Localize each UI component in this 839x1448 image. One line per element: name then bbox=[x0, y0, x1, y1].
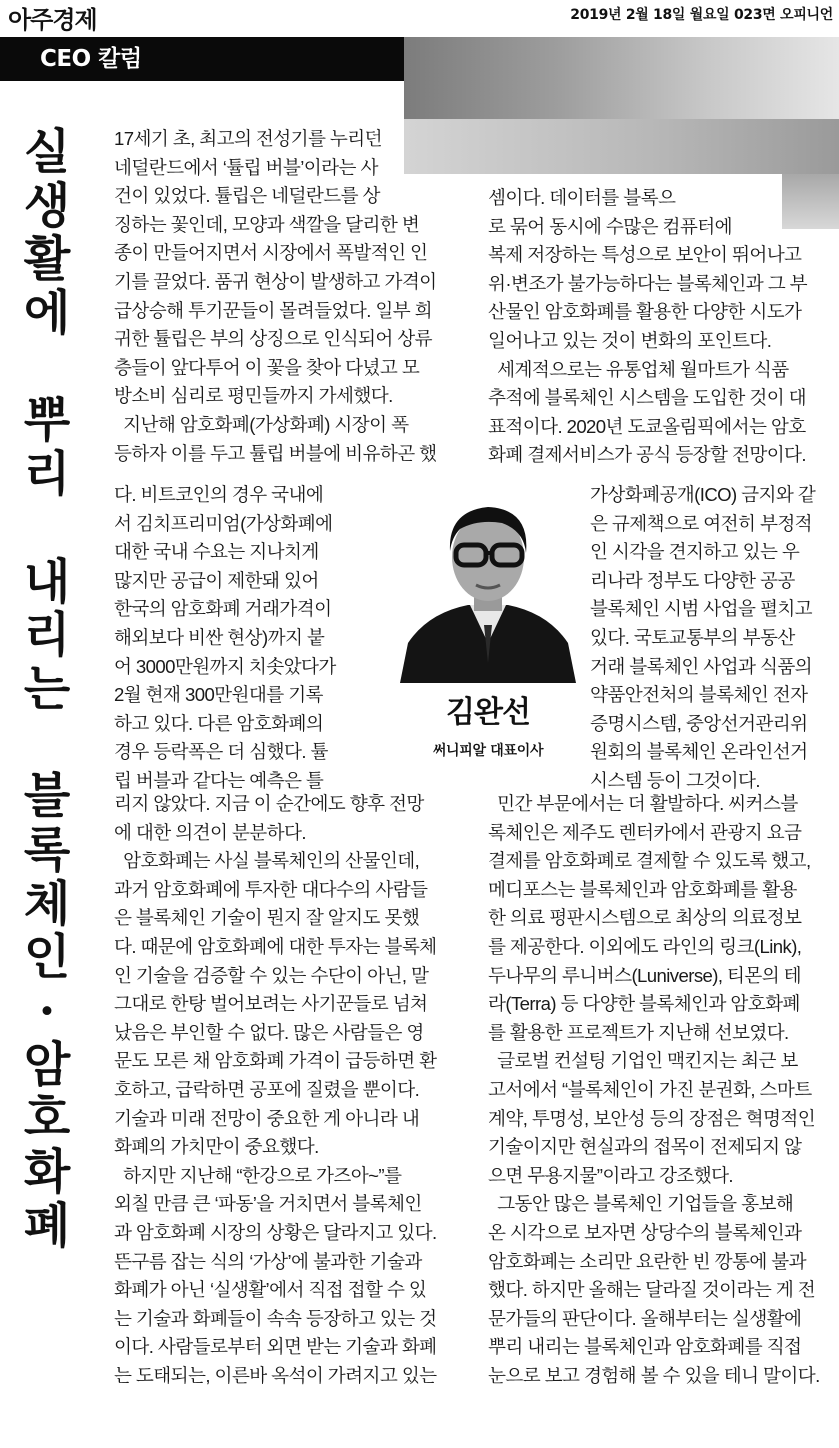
article-line: 로 묶어 동시에 수많은 컴퓨터에 bbox=[488, 215, 732, 237]
article-line: 가상화폐공개(ICO) 금지와 같 bbox=[590, 484, 816, 505]
article-line: 거래 블록체인 사업과 식품의 bbox=[590, 655, 813, 677]
article-line: 눈으로 보고 경험해 볼 수 있을 테니 말이다. bbox=[488, 1364, 820, 1386]
article-line: 복제 저장하는 특성으로 보안이 뛰어나고 bbox=[488, 244, 802, 266]
headline-char: 에 bbox=[23, 285, 71, 342]
article-line: 한국의 암호화폐 거래가격이 bbox=[114, 598, 332, 620]
article-line: 화폐의 가치만이 중요했다. bbox=[114, 1136, 319, 1158]
article-line: 은 규제책으로 여전히 부정적 bbox=[590, 512, 813, 534]
headline-char: 블 bbox=[23, 768, 71, 825]
article-line: 고서에서 “블록체인이 가진 분권화, 스마트 bbox=[488, 1078, 812, 1100]
scan-shadow bbox=[404, 37, 839, 119]
article-line: 지난해 암호화폐(가상화폐) 시장이 폭 bbox=[114, 413, 409, 435]
article-line: 방소비 심리로 평민들까지 가세했다. bbox=[114, 385, 393, 407]
article-line: 문도 모른 채 암호화폐 가격이 급등하면 환 bbox=[114, 1050, 437, 1072]
newspaper-masthead: 아주경제 bbox=[8, 5, 97, 34]
article-line: 해외보다 비싼 현상)까지 붙 bbox=[114, 626, 325, 648]
headline-char: 리 bbox=[23, 607, 71, 664]
article-line: 다. 비트코인의 경우 국내에 bbox=[114, 484, 324, 505]
article-line: 결제를 암호화폐로 결제할 수 있도록 했고, bbox=[488, 850, 811, 872]
headline-char: 체 bbox=[23, 875, 71, 932]
article-line: 세계적으로는 유통업체 월마트가 식품 bbox=[488, 358, 789, 380]
article-line: 에 대한 의견이 분분하다. bbox=[114, 821, 306, 843]
author-name: 김완선 bbox=[446, 695, 530, 730]
author-portrait-image bbox=[398, 493, 578, 683]
article-line: 급상승해 투기꾼들이 몰려들었다. 일부 희 bbox=[114, 299, 432, 321]
article-line: 은 블록체인 기술이 뭔지 잘 알지도 못했 bbox=[114, 907, 420, 929]
vertical-headline bbox=[12, 126, 82, 1253]
article-line: 한 의료 평판시스템으로 최상의 의료정보 bbox=[488, 907, 802, 929]
headline-char: 록 bbox=[23, 821, 71, 878]
article-line: 블록체인 시범 사업을 펼치고 bbox=[590, 598, 813, 620]
article-line: 호하고, 급락하면 공포에 질렸을 뿐이다. bbox=[114, 1078, 420, 1100]
article-line: 라(Terra) 등 다양한 블록체인과 암호화폐 bbox=[488, 993, 800, 1015]
article-line: 그동안 많은 블록체인 기업들을 홍보해 bbox=[488, 1193, 794, 1215]
headline-char: 뿌 bbox=[23, 392, 71, 449]
article-line: 글로벌 컨설팅 기업인 맥킨지는 최근 보 bbox=[488, 1050, 798, 1072]
article-column bbox=[114, 481, 336, 796]
headline-char: 폐 bbox=[23, 1197, 71, 1254]
article-column bbox=[590, 481, 815, 796]
article-line: 표적이다. 2020년 도쿄올림픽에서는 암호 bbox=[488, 415, 806, 437]
article-line: 했다. 하지만 올해는 달라질 것이라는 게 전 bbox=[488, 1279, 816, 1301]
article-line: 립 버블과 같다는 예측은 틀 bbox=[114, 769, 324, 791]
article-line: 리나라 정부도 다양한 공공 bbox=[590, 569, 795, 591]
article-line: 건이 있었다. 튤립은 네덜란드를 상 bbox=[114, 185, 380, 207]
article-line: 원회의 블록체인 온라인선거 bbox=[590, 741, 808, 763]
article-line: 암호화폐는 사실 블록체인의 산물인데, bbox=[114, 850, 420, 872]
article-line: 났음은 부인할 수 없다. 많은 사람들은 영 bbox=[114, 1021, 424, 1043]
article-line: 민간 부문에서는 더 활발하다. 씨커스블 bbox=[488, 793, 798, 814]
headline-char: · bbox=[38, 983, 56, 1039]
article-line: 과 암호화폐 시장의 상황은 달라지고 있다. bbox=[114, 1221, 437, 1243]
article-line: 산물인 암호화폐를 활용한 다양한 시도가 bbox=[488, 301, 802, 323]
article-line: 다. 때문에 암호화폐에 대한 투자는 블록체 bbox=[114, 935, 437, 957]
headline-char: 는 bbox=[23, 660, 71, 717]
article-line: 종이 만들어지면서 시장에서 폭발적인 인 bbox=[114, 242, 428, 264]
author-photo bbox=[398, 493, 578, 683]
article-line: 를 제공한다. 이외에도 라인의 링크(Link), bbox=[488, 935, 802, 957]
article-line: 등하자 이를 두고 튤립 버블에 비유하곤 했 bbox=[114, 442, 437, 464]
article-line: 는 도태되는, 이른바 옥석이 가려지고 있는 bbox=[114, 1364, 437, 1386]
article-line: 네덜란드에서 ‘튤립 버블’이라는 사 bbox=[114, 156, 378, 178]
article-line: 징하는 꽃인데, 모양과 색깔을 달리한 변 bbox=[114, 213, 420, 235]
headline-char: 인 bbox=[23, 929, 71, 986]
scan-shadow bbox=[404, 119, 839, 174]
article-line: 뜬구름 잡는 식의 ‘가상’에 불과한 기술과 bbox=[114, 1250, 422, 1272]
article-line: 일어나고 있는 것이 변화의 포인트다. bbox=[488, 329, 772, 351]
article-line: 경우 등락폭은 더 심했다. 튤 bbox=[114, 741, 328, 763]
headline-char: 암 bbox=[23, 1036, 71, 1093]
article-line: 문가들의 판단이다. 올해부터는 실생활에 bbox=[488, 1307, 802, 1329]
headline-char: 호 bbox=[23, 1090, 71, 1147]
article-line: 메디포스는 블록체인과 암호화폐를 활용 bbox=[488, 878, 797, 900]
article-line: 기를 끌었다. 품귀 현상이 발생하고 가격이 bbox=[114, 270, 437, 292]
article-line: 하고 있다. 다른 암호화폐의 bbox=[114, 712, 324, 734]
article-line: 많지만 공급이 제한돼 있어 bbox=[114, 569, 319, 591]
article-line: 이다. 사람들로부터 외면 받는 기술과 화폐 bbox=[114, 1336, 437, 1358]
article-line: 온 시각으로 보자면 상당수의 블록체인과 bbox=[488, 1221, 802, 1243]
article-line: 인 시각을 견지하고 있는 우 bbox=[590, 541, 800, 563]
headline-char: 활 bbox=[23, 231, 71, 288]
headline-char: 리 bbox=[23, 446, 71, 503]
author-title: 써니피알 대표이사 bbox=[432, 743, 544, 759]
article-line: 그대로 한탕 벌어보려는 사기꾼들로 넘쳐 bbox=[114, 993, 428, 1015]
dateline: 2019년 2월 18일 월요일 023면 오피니언 bbox=[570, 7, 833, 23]
article-column bbox=[488, 790, 820, 1390]
article-line: 는 기술과 화폐들이 속속 등장하고 있는 것 bbox=[114, 1307, 437, 1329]
article-line: 귀한 튤립은 부의 상징으로 인식되어 상류 bbox=[114, 328, 432, 350]
article-line: 뿌리 내리는 블록체인과 암호화폐를 직접 bbox=[488, 1336, 802, 1358]
article-line: 어 3000만원까지 치솟았다가 bbox=[114, 655, 336, 677]
headline-char: 화 bbox=[23, 1144, 71, 1201]
article-column bbox=[488, 184, 807, 470]
article-line: 서 김치프리미엄(가상화폐에 bbox=[114, 512, 333, 534]
article-line: 약품안전처의 블록체인 전자 bbox=[590, 684, 808, 706]
article-line: 으면 무용지물”이라고 강조했다. bbox=[488, 1164, 733, 1186]
article-column bbox=[114, 125, 437, 468]
headline-char: 내 bbox=[23, 553, 71, 610]
section-title: CEO 칼럼 bbox=[40, 46, 142, 72]
article-line: 두나무의 루니버스(Luniverse), 티몬의 테 bbox=[488, 964, 802, 986]
article-line: 외칠 만큼 큰 ‘파동’을 거치면서 블록체인 bbox=[114, 1193, 422, 1215]
headline-char: 생 bbox=[23, 177, 71, 234]
article-line: 기술이지만 현실과의 접목이 전제되지 않 bbox=[488, 1136, 802, 1158]
article-line: 계약, 투명성, 보안성 등의 장점은 혁명적인 bbox=[488, 1107, 816, 1129]
article-line: 있다. 국토교통부의 부동산 bbox=[590, 626, 795, 648]
article-line: 추적에 블록체인 시스템을 도입한 것이 대 bbox=[488, 387, 806, 409]
article-line: 증명시스템, 중앙선거관리위 bbox=[590, 712, 808, 734]
article-line: 층들이 앞다투어 이 꽃을 찾아 다녔고 모 bbox=[114, 356, 420, 378]
article-line: 시스템 등이 그것이다. bbox=[590, 769, 760, 791]
article-line: 과거 암호화폐에 투자한 대다수의 사람들 bbox=[114, 878, 428, 900]
article-line: 를 활용한 프로젝트가 지난해 선보였다. bbox=[488, 1021, 789, 1043]
headline-char: 실 bbox=[23, 124, 71, 180]
article-line: 암호화폐는 소리만 요란한 빈 깡통에 불과 bbox=[488, 1250, 806, 1272]
article-line: 화폐가 아닌 ‘실생활’에서 직접 접할 수 있 bbox=[114, 1279, 427, 1301]
article-line: 록체인은 제주도 렌터카에서 관광지 요금 bbox=[488, 821, 802, 843]
article-column bbox=[114, 790, 437, 1390]
article-line: 17세기 초, 최고의 전성기를 누리던 bbox=[114, 128, 383, 149]
article-line: 화폐 결제서비스가 공식 등장할 전망이다. bbox=[488, 444, 806, 466]
article-line: 위·변조가 불가능하다는 블록체인과 그 부 bbox=[488, 272, 808, 294]
article-line: 대한 국내 수요는 지나치게 bbox=[114, 541, 319, 563]
article-line: 하지만 지난해 “한강으로 가즈아~”를 bbox=[114, 1164, 402, 1186]
article-line: 리지 않았다. 지금 이 순간에도 향후 전망 bbox=[114, 793, 424, 814]
article-line: 2월 현재 300만원대를 기록 bbox=[114, 684, 323, 706]
article-line: 셈이다. 데이터를 블록으 bbox=[488, 187, 676, 208]
article-line: 기술과 미래 전망이 중요한 게 아니라 내 bbox=[114, 1107, 420, 1129]
article-line: 인 기술을 검증할 수 있는 수단이 아닌, 말 bbox=[114, 964, 429, 986]
